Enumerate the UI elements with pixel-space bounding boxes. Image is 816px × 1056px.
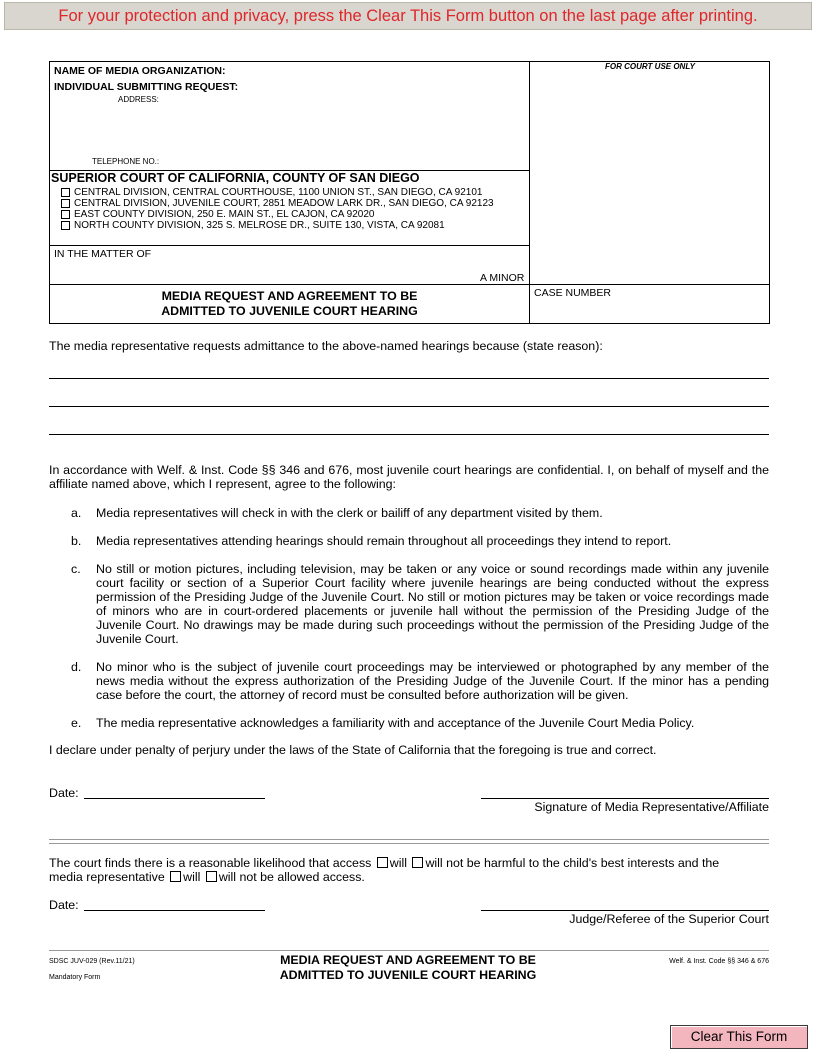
division-row-north [61,220,445,231]
intro-paragraph: In accordance with Welf. & Inst. Code §§ 346 and 676, most juvenile court hearings are confidential. I, on behalf of myself and the affiliate named above, which I represent, agree to the following: [49,463,769,492]
footer-code: Welf. & Inst. Code §§ 346 & 676 [669,958,769,965]
division-label: NORTH COUNTY DIVISION, 325 S. MELROSE DR., SUITE 130, VISTA, CA 92081 [74,220,445,231]
item-text: Media representatives will check in with the clerk or bailiff of any department visited by them. [96,506,603,520]
agreement-item [71,716,769,730]
division-label: CENTRAL DIVISION, JUVENILE COURT, 2851 MEADOW LARK DR., SAN DIEGO, CA 92123 [74,198,494,209]
findings-text: The court finds there is a reasonable likelihood that access [49,856,372,870]
item-marker: c. [71,562,81,576]
item-text: No minor who is the subject of juvenile court proceedings may be interviewed or photographed by any member of the news media without the express authorization of the Presiding Judge of the Juvenile Court. If the minor has a pending case before the court, the attorney of record must be consulted before authorization will be given. [96,660,769,702]
division-checkbox[interactable] [61,221,70,230]
footer-title-line2: ADMITTED TO JUVENILE COURT HEARING [279,968,537,982]
a-minor-label: A MINOR [480,272,525,284]
will-label-2: will [183,870,201,884]
agreement-item [71,534,769,548]
request-reason-text: The media representative requests admittance to the above-named hearings because (state reason): [49,339,603,353]
footer-rule [49,950,769,951]
signature-line[interactable] [481,798,769,799]
privacy-banner: For your protection and privacy, press the Clear This Form button on the last page after printing. [4,2,812,30]
mandatory-form: Mandatory Form [49,974,101,981]
will-not-allowed-checkbox[interactable] [206,871,217,882]
division-checkbox[interactable] [61,210,70,219]
clear-form-button[interactable]: Clear This Form [670,1025,808,1049]
division-row-juvenile [61,198,494,209]
footer-title-line1: MEDIA REQUEST AND AGREEMENT TO BE [280,953,536,967]
court-findings-line2 [49,870,365,884]
item-text: The media representative acknowledges a familiarity with and acceptance of the Juvenile Court Media Policy. [96,716,695,730]
item-marker: e. [71,716,82,730]
will-label: will [389,856,408,870]
division-checkbox[interactable] [61,199,70,208]
media-org-label: NAME OF MEDIA ORGANIZATION: [54,65,226,77]
division-row-east [61,209,374,220]
judge-date-label: Date: [49,898,79,912]
case-number-label: CASE NUMBER [534,287,612,299]
form-title-line1: MEDIA REQUEST AND AGREEMENT TO BE [161,289,418,303]
form-number: SDSC JUV-029 (Rev.11/21) [49,958,135,965]
agreement-item [71,506,769,520]
date-label: Date: [49,786,79,800]
will-harmful-checkbox[interactable] [377,857,388,868]
matter-divider [49,245,530,246]
telephone-label: TELEPHONE NO.: [92,157,160,166]
item-marker: b. [71,534,82,548]
footer-title [258,953,558,983]
reason-line[interactable] [49,378,769,379]
signature-label: Signature of Media Representative/Affiliate [534,800,769,814]
title-divider [49,284,770,285]
agreement-item [71,660,769,702]
reason-line[interactable] [49,434,769,435]
division-row-central [61,187,482,198]
item-marker: a. [71,506,82,520]
court-name: SUPERIOR COURT OF CALIFORNIA, COUNTY OF SAN DIEGO [51,171,420,185]
agreement-item [71,562,769,646]
will-not-harmful-checkbox[interactable] [412,857,423,868]
findings-text-2: media representative [49,870,165,884]
court-findings-line1 [49,856,769,870]
individual-label: INDIVIDUAL SUBMITTING REQUEST: [54,81,239,93]
judge-label: Judge/Referee of the Superior Court [569,912,769,926]
division-checkbox[interactable] [61,188,70,197]
judge-signature-line[interactable] [481,910,769,911]
form-title [49,289,530,319]
form-title-line2: ADMITTED TO JUVENILE COURT HEARING [161,304,418,318]
judge-date-line[interactable] [84,910,265,911]
item-marker: d. [71,660,82,674]
address-label: ADDRESS: [118,95,159,104]
date-line[interactable] [84,798,265,799]
in-the-matter-label: IN THE MATTER OF [54,248,152,260]
declaration-text: I declare under penalty of perjury under the laws of the State of California that the foregoing is true and correct. [49,743,657,757]
will-not-allowed-label: will not be allowed access. [218,870,365,884]
will-allowed-checkbox[interactable] [170,871,181,882]
division-label: CENTRAL DIVISION, CENTRAL COURTHOUSE, 1100 UNION ST., SAN DIEGO, CA 92101 [74,187,483,198]
item-text: No still or motion pictures, including television, may be taken or any voice or sound recordings made within any juvenile court facility or section of a Superior Court facility where juvenile hearings are being conducted without the express permission of the Presiding Judge of the Juvenile Court. No still or motion pictures may be taken or voice recordings made of minors who are in court-ordered placements or juvenile hall without the permission of the Presiding Judge of the Juvenile Court. No drawings may be made during such proceedings without the permission of the Presiding Judge of the Juvenile Court. [96,562,769,646]
reason-line[interactable] [49,406,769,407]
will-not-harmful-label: will not be harmful to the child's best interests and the [425,856,720,870]
section-separator [49,839,769,844]
item-text: Media representatives attending hearings should remain throughout all proceedings they intend to report. [96,534,672,548]
division-label: EAST COUNTY DIVISION, 250 E. MAIN ST., EL CAJON, CA 92020 [74,209,375,220]
court-use-label: FOR COURT USE ONLY [605,62,695,71]
